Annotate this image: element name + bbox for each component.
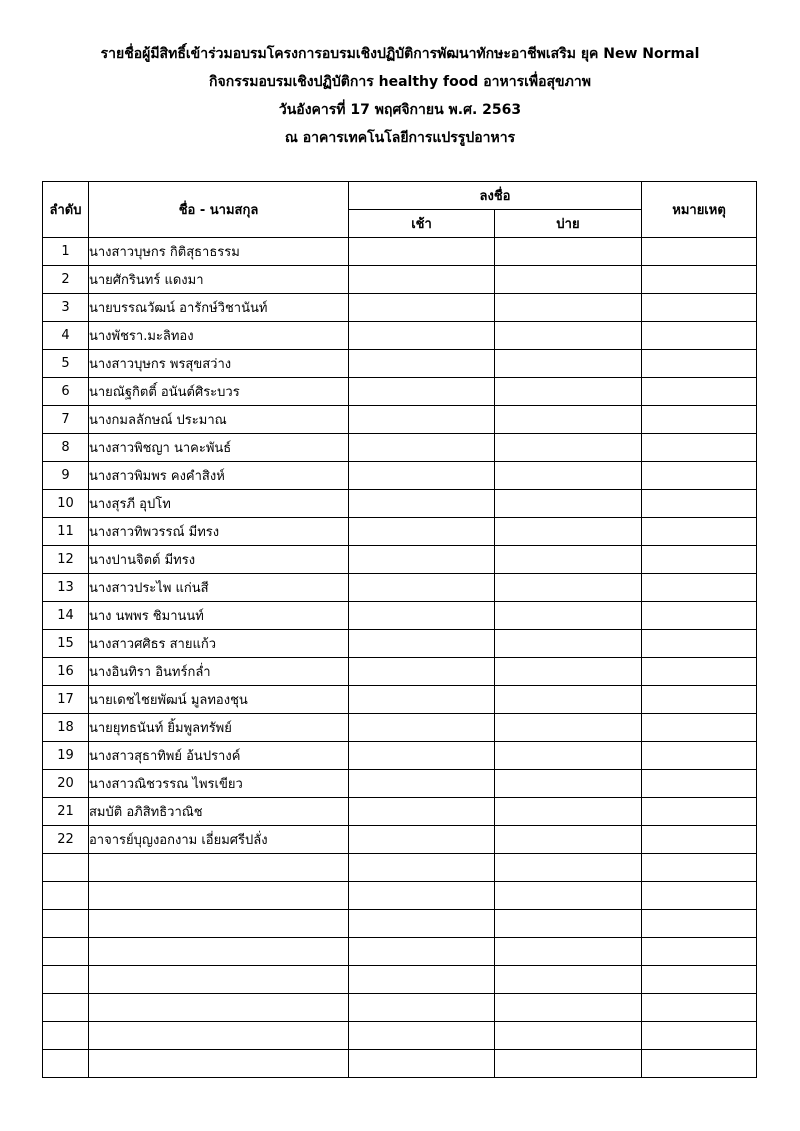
table-row xyxy=(43,434,757,462)
morning-signature-cell xyxy=(349,378,495,406)
document-title: รายชื่อผู้มีสิทธิ์เข้าร่วมอบรมโครงการอบรมเชิงปฏิบัติการพัฒนาทักษะอาชีพเสริม ยุค New Normal xyxy=(100,46,700,62)
header-no: ลำดับ xyxy=(43,182,89,238)
afternoon-signature-cell xyxy=(495,1022,642,1050)
afternoon-signature-cell xyxy=(495,434,642,462)
table-row xyxy=(43,742,757,770)
event-date: วันอังคารที่ 17 พฤศจิกายน พ.ศ. 2563 xyxy=(278,102,522,118)
remark-cell xyxy=(642,378,757,406)
table-row xyxy=(43,854,757,882)
table-row xyxy=(43,966,757,994)
participant-name: นายบรรณวัฒน์ อารักษ์วิชานันท์ xyxy=(89,294,349,322)
row-number: 10 xyxy=(43,490,89,518)
remark-cell xyxy=(642,854,757,882)
morning-signature-cell xyxy=(349,742,495,770)
afternoon-signature-cell xyxy=(495,910,642,938)
morning-signature-cell xyxy=(349,770,495,798)
remark-cell xyxy=(642,994,757,1022)
row-number: 12 xyxy=(43,546,89,574)
attendance-table xyxy=(42,181,757,1078)
participant-name: นางปานจิตต์ มีทรง xyxy=(89,546,349,574)
table-row xyxy=(43,406,757,434)
row-number: 6 xyxy=(43,378,89,406)
table-row xyxy=(43,1050,757,1078)
morning-signature-cell xyxy=(349,826,495,854)
morning-signature-cell xyxy=(349,294,495,322)
participant-name xyxy=(89,1050,349,1078)
table-row xyxy=(43,266,757,294)
afternoon-signature-cell xyxy=(495,266,642,294)
morning-signature-cell xyxy=(349,602,495,630)
afternoon-signature-cell xyxy=(495,322,642,350)
morning-signature-cell xyxy=(349,462,495,490)
morning-signature-cell xyxy=(349,518,495,546)
remark-cell xyxy=(642,798,757,826)
morning-signature-cell xyxy=(349,406,495,434)
row-number xyxy=(43,994,89,1022)
morning-signature-cell xyxy=(349,798,495,826)
participant-name xyxy=(89,938,349,966)
remark-cell xyxy=(642,462,757,490)
row-number xyxy=(43,854,89,882)
afternoon-signature-cell xyxy=(495,826,642,854)
participant-name xyxy=(89,1022,349,1050)
row-number: 15 xyxy=(43,630,89,658)
row-number: 17 xyxy=(43,686,89,714)
remark-cell xyxy=(642,322,757,350)
remark-cell xyxy=(642,406,757,434)
afternoon-signature-cell xyxy=(495,490,642,518)
participant-name xyxy=(89,994,349,1022)
participant-name: นายเดชไชยพัฒน์ มูลทองชุน xyxy=(89,686,349,714)
remark-cell xyxy=(642,266,757,294)
afternoon-signature-cell xyxy=(495,518,642,546)
morning-signature-cell xyxy=(349,938,495,966)
attendance-table-body xyxy=(43,238,757,1078)
table-row xyxy=(43,490,757,518)
table-row xyxy=(43,686,757,714)
row-number xyxy=(43,1050,89,1078)
afternoon-signature-cell xyxy=(495,630,642,658)
participant-name: อาจารย์บุญงอกงาม เอี่ยมศรีปลั่ง xyxy=(89,826,349,854)
remark-cell xyxy=(642,518,757,546)
afternoon-signature-cell xyxy=(495,602,642,630)
table-row xyxy=(43,882,757,910)
remark-cell xyxy=(642,882,757,910)
morning-signature-cell xyxy=(349,714,495,742)
activity-title: กิจกรรมอบรมเชิงปฏิบัติการ healthy food อาหารเพื่อสุขภาพ xyxy=(209,74,591,90)
participant-name: นางกมลลักษณ์ ประมาณ xyxy=(89,406,349,434)
table-row xyxy=(43,630,757,658)
remark-cell xyxy=(642,294,757,322)
participant-name xyxy=(89,910,349,938)
table-row xyxy=(43,518,757,546)
remark-cell xyxy=(642,350,757,378)
row-number: 18 xyxy=(43,714,89,742)
morning-signature-cell xyxy=(349,854,495,882)
row-number: 22 xyxy=(43,826,89,854)
remark-cell xyxy=(642,714,757,742)
participant-name: นางสาวทิพวรรณ์ มีทรง xyxy=(89,518,349,546)
row-number: 20 xyxy=(43,770,89,798)
table-row xyxy=(43,938,757,966)
remark-cell xyxy=(642,938,757,966)
row-number xyxy=(43,1022,89,1050)
remark-cell xyxy=(642,966,757,994)
table-row xyxy=(43,294,757,322)
row-number xyxy=(43,966,89,994)
row-number: 13 xyxy=(43,574,89,602)
afternoon-signature-cell xyxy=(495,714,642,742)
morning-signature-cell xyxy=(349,686,495,714)
remark-cell xyxy=(642,238,757,266)
morning-signature-cell xyxy=(349,490,495,518)
afternoon-signature-cell xyxy=(495,406,642,434)
remark-cell xyxy=(642,826,757,854)
participant-name xyxy=(89,854,349,882)
morning-signature-cell xyxy=(349,266,495,294)
remark-cell xyxy=(642,434,757,462)
row-number: 4 xyxy=(43,322,89,350)
table-row xyxy=(43,574,757,602)
row-number: 14 xyxy=(43,602,89,630)
remark-cell xyxy=(642,602,757,630)
remark-cell xyxy=(642,574,757,602)
afternoon-signature-cell xyxy=(495,966,642,994)
morning-signature-cell xyxy=(349,350,495,378)
participant-name: นางสุรภี อุปโท xyxy=(89,490,349,518)
document-header xyxy=(0,40,800,152)
afternoon-signature-cell xyxy=(495,938,642,966)
afternoon-signature-cell xyxy=(495,546,642,574)
afternoon-signature-cell xyxy=(495,994,642,1022)
morning-signature-cell xyxy=(349,994,495,1022)
remark-cell xyxy=(642,1050,757,1078)
afternoon-signature-cell xyxy=(495,1050,642,1078)
table-row xyxy=(43,798,757,826)
morning-signature-cell xyxy=(349,658,495,686)
remark-cell xyxy=(642,658,757,686)
header-remark: หมายเหตุ xyxy=(642,182,757,238)
row-number xyxy=(43,882,89,910)
participant-name: นายณัฐกิตติ์ อนันต์ศิระบวร xyxy=(89,378,349,406)
participant-name: นางสาวพิมพร คงคำสิงห์ xyxy=(89,462,349,490)
afternoon-signature-cell xyxy=(495,462,642,490)
afternoon-signature-cell xyxy=(495,770,642,798)
header-name: ชื่อ - นามสกุล xyxy=(89,182,349,238)
participant-name xyxy=(89,966,349,994)
participant-name: นางสาวสุธาทิพย์ อ้นปรางค์ xyxy=(89,742,349,770)
morning-signature-cell xyxy=(349,238,495,266)
participant-name: นางพัชรา.มะลิทอง xyxy=(89,322,349,350)
table-row xyxy=(43,546,757,574)
afternoon-signature-cell xyxy=(495,686,642,714)
row-number: 21 xyxy=(43,798,89,826)
participant-name: สมบัติ อภิสิทธิวาณิช xyxy=(89,798,349,826)
participant-name: นางสาวณิชวรรณ ไพรเขียว xyxy=(89,770,349,798)
afternoon-signature-cell xyxy=(495,882,642,910)
morning-signature-cell xyxy=(349,574,495,602)
row-number: 9 xyxy=(43,462,89,490)
afternoon-signature-cell xyxy=(495,350,642,378)
remark-cell xyxy=(642,910,757,938)
header-morning: เช้า xyxy=(349,210,495,238)
afternoon-signature-cell xyxy=(495,854,642,882)
participant-name: นางสาวบุษกร พรสุขสว่าง xyxy=(89,350,349,378)
row-number: 5 xyxy=(43,350,89,378)
morning-signature-cell xyxy=(349,434,495,462)
row-number: 19 xyxy=(43,742,89,770)
header-afternoon: บ่าย xyxy=(495,210,642,238)
remark-cell xyxy=(642,630,757,658)
afternoon-signature-cell xyxy=(495,742,642,770)
morning-signature-cell xyxy=(349,630,495,658)
row-number: 1 xyxy=(43,238,89,266)
remark-cell xyxy=(642,742,757,770)
morning-signature-cell xyxy=(349,1022,495,1050)
remark-cell xyxy=(642,686,757,714)
participant-name: นายยุทธนันท์ ยิ้มพูลทรัพย์ xyxy=(89,714,349,742)
afternoon-signature-cell xyxy=(495,378,642,406)
morning-signature-cell xyxy=(349,882,495,910)
remark-cell xyxy=(642,490,757,518)
row-number: 16 xyxy=(43,658,89,686)
participant-name: นายศักรินทร์ แดงมา xyxy=(89,266,349,294)
participant-name: นางสาวศศิธร สายแก้ว xyxy=(89,630,349,658)
row-number: 11 xyxy=(43,518,89,546)
row-number: 8 xyxy=(43,434,89,462)
table-row xyxy=(43,658,757,686)
table-row xyxy=(43,238,757,266)
table-row xyxy=(43,378,757,406)
row-number: 7 xyxy=(43,406,89,434)
row-number: 3 xyxy=(43,294,89,322)
afternoon-signature-cell xyxy=(495,658,642,686)
remark-cell xyxy=(642,546,757,574)
table-row xyxy=(43,462,757,490)
table-row xyxy=(43,1022,757,1050)
afternoon-signature-cell xyxy=(495,574,642,602)
table-row xyxy=(43,910,757,938)
morning-signature-cell xyxy=(349,966,495,994)
table-row xyxy=(43,770,757,798)
participant-name: นาง นพพร ชิมานนท์ xyxy=(89,602,349,630)
table-row xyxy=(43,350,757,378)
participant-name xyxy=(89,882,349,910)
table-row xyxy=(43,714,757,742)
morning-signature-cell xyxy=(349,322,495,350)
afternoon-signature-cell xyxy=(495,294,642,322)
table-row xyxy=(43,994,757,1022)
morning-signature-cell xyxy=(349,1050,495,1078)
afternoon-signature-cell xyxy=(495,238,642,266)
table-row xyxy=(43,322,757,350)
row-number xyxy=(43,910,89,938)
row-number xyxy=(43,938,89,966)
table-row xyxy=(43,602,757,630)
remark-cell xyxy=(642,1022,757,1050)
morning-signature-cell xyxy=(349,910,495,938)
row-number: 2 xyxy=(43,266,89,294)
participant-name: นางสาวประไพ แก่นสี xyxy=(89,574,349,602)
participant-name: นางอินทิรา อินทร์กล่ำ xyxy=(89,658,349,686)
afternoon-signature-cell xyxy=(495,798,642,826)
event-location: ณ อาคารเทคโนโลยีการแปรรูปอาหาร xyxy=(284,130,516,146)
participant-name: นางสาวบุษกร กิติสุธาธรรม xyxy=(89,238,349,266)
participant-name: นางสาวพิชญา นาคะพันธ์ xyxy=(89,434,349,462)
morning-signature-cell xyxy=(349,546,495,574)
remark-cell xyxy=(642,770,757,798)
table-row xyxy=(43,826,757,854)
header-sign: ลงชื่อ xyxy=(349,182,642,210)
